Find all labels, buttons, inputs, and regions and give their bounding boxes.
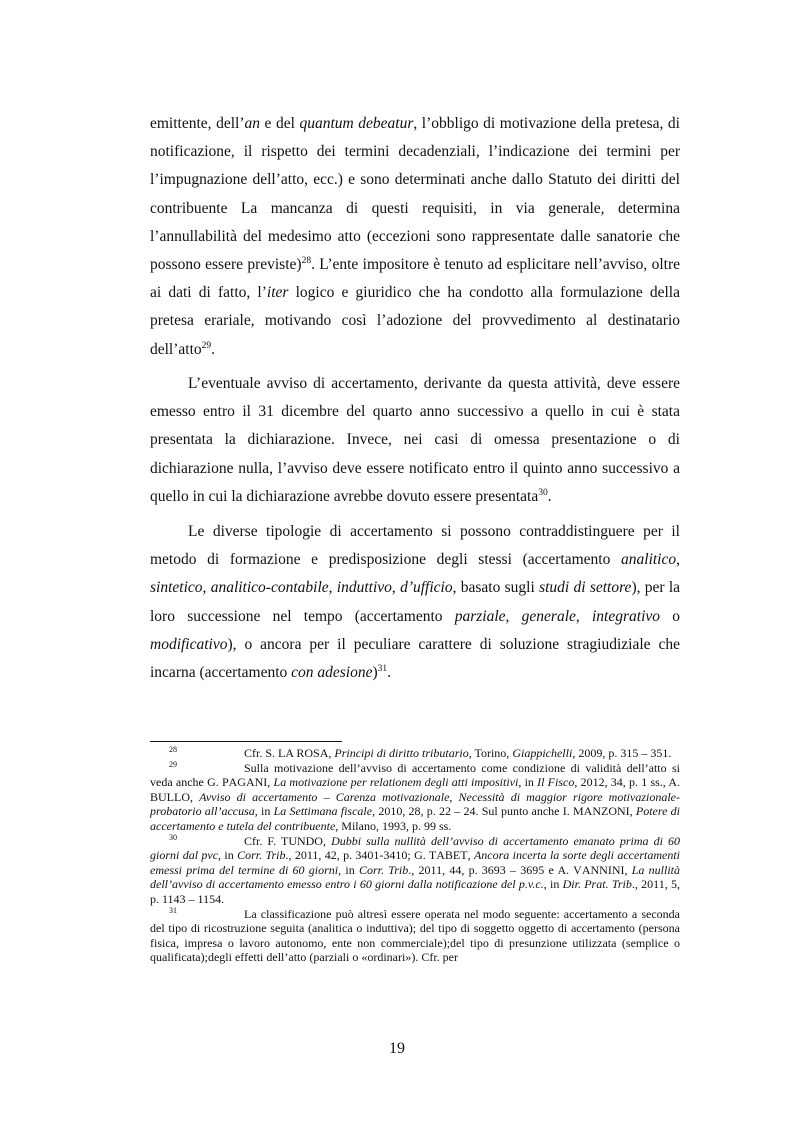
footnote-ref: 29: [201, 340, 212, 351]
text-run: ,: [624, 862, 632, 877]
text-run: ., 2011, 5, p. 1143 – 1154.: [150, 877, 680, 906]
text-run: ,: [467, 848, 474, 863]
italic-text: Giappichelli: [512, 746, 573, 760]
small-caps-text: ABET: [436, 848, 468, 863]
small-caps-text: A ROSA: [285, 746, 329, 760]
text-run: ): [372, 664, 378, 682]
text-run: , basato sugli: [452, 579, 540, 597]
italic-text: Corr. Trib: [358, 862, 409, 877]
text-run: Cfr. F. T: [244, 833, 289, 848]
italic-text: parziale: [454, 607, 506, 625]
italic-text: iter: [266, 284, 289, 302]
italic-text: generale: [521, 607, 576, 625]
text-run: e del: [260, 115, 300, 132]
footnote-ref: 28: [301, 256, 312, 267]
text-run: , in: [543, 877, 563, 892]
paragraph-text: [150, 518, 680, 687]
text-run: ., 2011, 42, p. 3401-3410; G. T: [285, 848, 437, 863]
small-caps-text: ANNINI: [581, 862, 625, 877]
text-run: ,: [328, 746, 335, 760]
text-run: ,: [676, 551, 680, 569]
italic-text: Il Fisco: [537, 775, 575, 790]
text-run: , in: [338, 862, 359, 877]
footnote-ref: 31: [377, 664, 388, 675]
text-run: ,: [267, 775, 274, 790]
footnote-29: 29 Sulla motivazione dell’avviso di accertamento come condizione di validità dell’atto si veda anche G. PAGANI, La motivazione per relationem degli atti impositivi, in Il Fisco, 2012, 34, p. 1 ss., A. BULLO, Avviso di accertamento – Carenza motivazionale, Necessità di maggior rigore motivazionale-probatorio all’accusa, in La Settimana fiscale, 2010, 28, p. 22 – 24. Sul punto anche I. MANZONI, Potere di accertamento e tutela del contribuente, Milano, 1993, p. 99 ss.: [150, 759, 681, 833]
italic-text: d’ufficio: [400, 579, 453, 597]
text-run: ,: [629, 804, 636, 819]
italic-text: integrativo: [592, 607, 661, 625]
paragraph-text: [150, 110, 680, 364]
italic-text: Avviso di accertamento – Carenza motivazionale, Necessità di maggior rigore motivazionale-probatorio all’accusa: [150, 789, 681, 819]
body-paragraph-1: [150, 110, 680, 364]
footnotes-section: [150, 746, 680, 965]
text-run: ,: [391, 579, 401, 597]
italic-text: La Settimana fiscale: [273, 804, 373, 819]
italic-text: Dir. Prat. Trib: [562, 877, 632, 892]
text-run: , 2012, 34, p. 1 ss., A. B: [150, 775, 681, 804]
text-run: logico e giuridico che ha condotto alla formulazione della pretesa erariale, motivando così l’adozione del provvedimento al destinatario dell’atto: [150, 284, 680, 358]
paragraph-text: [150, 370, 680, 511]
text-run: ., 2011, 44, p. 3693 – 3695 e A. V: [408, 862, 582, 877]
italic-text: con adesione: [291, 664, 373, 682]
italic-text: an: [244, 115, 260, 132]
text-run: , in: [218, 848, 238, 863]
text-run: , in: [254, 804, 274, 819]
text-run: ), o ancora per il peculiare carattere di soluzione stragiudiziale che incarna (accertamento: [150, 635, 680, 682]
italic-text: analitico: [621, 551, 677, 569]
text-run: ,: [575, 607, 592, 625]
italic-text: analitico-contabile: [210, 579, 329, 597]
text-run: , 2009, p. 315 – 351.: [572, 746, 672, 760]
text-run: La classificazione può altresì essere operata nel modo seguente: accertamento a seconda del tipo di ricostruzione seguita (analitica o induttiva); del tipo di soggetto oggetto di accertamento (persona fisica, impresa o lavoro autonomo, ente non commerciale);del tipo di presunzione utilizzata (semplice o qualificata);degli effetti dell’atto (parziali o «ordinari»). Cfr. per: [150, 906, 680, 965]
italic-text: Ancora incerta la sorte degli accertamenti emessi prima del termine di 60 giorni: [150, 848, 681, 877]
text-run: ,: [505, 607, 522, 625]
italic-text: La nullità dell’avviso di accertamento emesso entro i 60 giorni dalla notificazione del p.v.c.: [150, 862, 681, 892]
text-run: ,: [202, 579, 211, 597]
body-paragraph-2: [150, 370, 680, 511]
page-number: 19: [389, 1040, 405, 1057]
text-run: .: [387, 664, 392, 682]
italic-text: La motivazione per relationem degli atti impositivi: [273, 775, 519, 790]
text-run: .: [211, 340, 216, 358]
text-run: , l’obbligo di motivazione della pretesa, di notificazione, il rispetto dei termini decadenziali, l’indicazione dei termini per l’impugnazione dell’atto, ecc.) e sono determinati anche dallo Statuto dei diritti del contribuente La mancanza di questi requisiti, in via generale, determina l’annullabilità del medesimo atto (eccezioni sono rappresentate dalle sanatorie che possono essere previste): [150, 115, 680, 274]
italic-text: sintetico: [150, 579, 203, 597]
text-run: , in: [518, 775, 538, 790]
text-run: ,: [328, 579, 337, 597]
italic-text: Potere di accertamento e tutela del contribuente: [150, 804, 680, 833]
text-run: , 2010, 28, p. 22 – 24. Sul punto anche I. M: [372, 804, 584, 819]
body-paragraph-3: [150, 518, 680, 687]
italic-text: modificativo: [150, 635, 228, 653]
footnote-31: 31 La classificazione può altresì essere operata nel modo seguente: accertamento a seconda del tipo di ricostruzione seguita (analitica o induttiva); del tipo di soggetto oggetto di accertamento (persona fisica, impresa o lavoro autonomo, ente non commerciale);del tipo di presunzione utilizzata (semplice o qualificata);degli effetti dell’atto (parziali o «ordinari»). Cfr. per: [150, 905, 680, 965]
italic-text: quantum debeatur: [299, 115, 414, 132]
text-run: , Torino,: [468, 746, 513, 760]
text-run: ), per la loro successione nel tempo (accertamento: [150, 579, 681, 625]
text-run: Sulla motivazione dell’avviso di accertamento come condizione di validità dell’atto si veda anche G. P: [150, 760, 680, 790]
italic-text: induttivo: [336, 579, 392, 597]
small-caps-text: ULLO: [158, 789, 191, 804]
text-run: ,: [190, 789, 200, 804]
text-run: Cfr. S. L: [244, 746, 286, 760]
footnote-28: 28 Cfr. S. LA ROSA, Principi di diritto tributario, Torino, Giappichelli, 2009, p. 315 – 351.: [169, 745, 672, 760]
text-run: , Milano, 1993, p. 99 ss.: [335, 818, 452, 833]
text-run: Le diverse tipologie di accertamento si possono contraddistinguere per il metodo di formazione e predisposizione degli stessi (accertamento: [150, 523, 680, 569]
text-run: L’eventuale avviso di accertamento, derivante da questa attività, deve essere emesso entro il 31 dicembre del quarto anno successivo a quello in cui è stata presentata la dichiarazione. Invece, nei casi di omessa presentazione o di dichiarazione nulla, l’avviso deve essere notificato entro il quinto anno successivo a quello in cui la dichiarazione avrebbe dovuto essere presentata: [150, 375, 680, 505]
italic-text: Corr. Trib: [237, 848, 286, 863]
text-run: ,: [322, 833, 332, 848]
text-run: emittente, dell’: [150, 115, 245, 132]
footnote-30: 30 Cfr. F. TUNDO, Dubbi sulla nullità dell’avviso di accertamento emanato prima di 60 giorni dal pvc, in Corr. Trib., 2011, 42, p. 3401-3410; G. TABET, Ancora incerta la sorte degli accertamenti emessi prima del termine di 60 giorni, in Corr. Trib., 2011, 44, p. 3693 – 3695 e A. VANNINI, La nullità dell’avviso di accertamento emesso entro i 60 giorni dalla notificazione del p.v.c., in Dir. Prat. Trib., 2011, 5, p. 1143 – 1154.: [150, 832, 681, 906]
italic-text: studi di settore: [539, 579, 632, 597]
text-run: o: [660, 607, 681, 625]
text-run: . L’ente impositore è tenuto ad esplicitare nell’avviso, oltre ai dati di fatto, l’: [150, 256, 681, 302]
italic-text: Principi di diritto tributario: [334, 746, 469, 760]
text-run: .: [547, 487, 552, 505]
small-caps-text: UNDO: [288, 833, 323, 848]
footnote-separator: [150, 741, 342, 742]
footnote-ref: 30: [538, 487, 548, 498]
small-caps-text: ANZONI: [583, 804, 630, 819]
italic-text: Dubbi sulla nullità dell’avviso di accertamento emanato prima di 60 giorni dal pvc: [150, 833, 680, 863]
small-caps-text: AGANI: [228, 775, 268, 790]
